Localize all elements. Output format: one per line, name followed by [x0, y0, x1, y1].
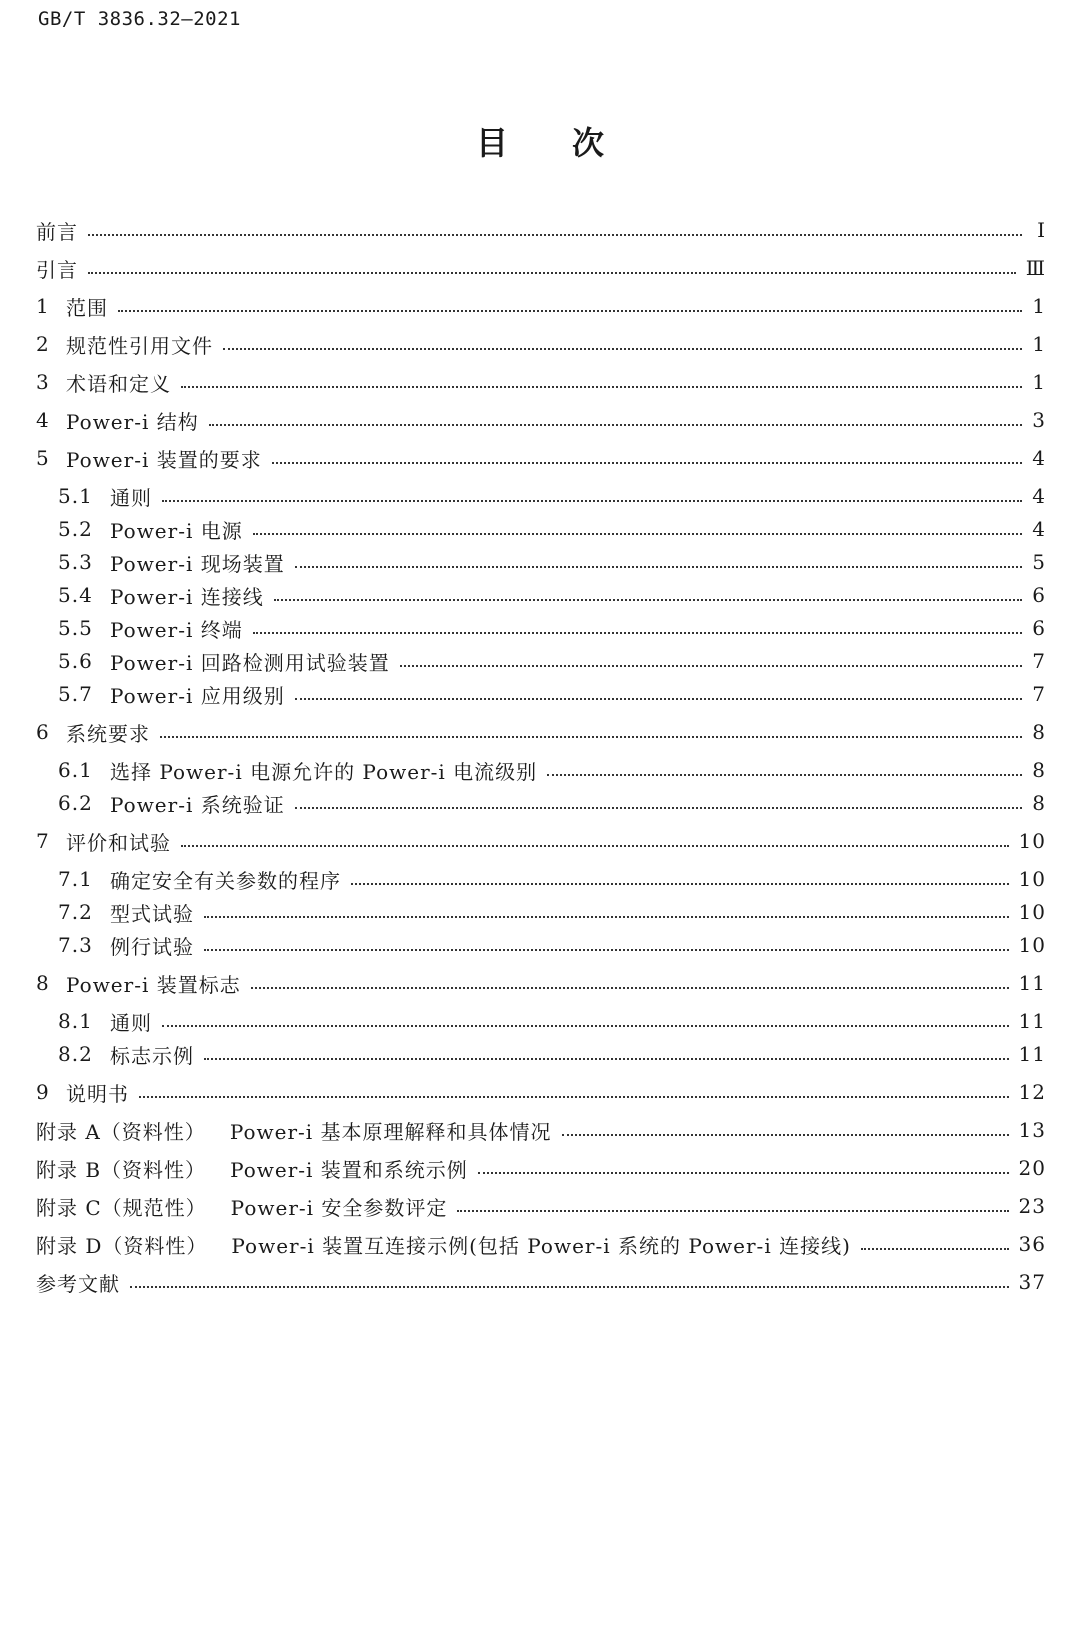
- toc-page: 11: [1018, 971, 1046, 995]
- dot-leader: [251, 987, 1009, 989]
- toc-label: 标志示例: [110, 1043, 194, 1068]
- toc-number: 6.2: [58, 791, 93, 815]
- toc-label: 通则: [110, 485, 152, 510]
- dot-leader: [139, 1096, 1009, 1098]
- toc-entry-5-4[interactable]: [58, 580, 1046, 610]
- dot-leader: [88, 234, 1022, 236]
- toc-number: 5.4: [58, 583, 93, 607]
- toc-page: 12: [1018, 1080, 1046, 1104]
- toc-entry-5-6[interactable]: [58, 646, 1046, 676]
- toc-entry-7-1[interactable]: [58, 864, 1046, 894]
- toc-entry-5-7[interactable]: [58, 679, 1046, 709]
- toc-entry-8-1[interactable]: [58, 1006, 1046, 1036]
- toc-entry-annex-a[interactable]: [36, 1115, 1046, 1145]
- toc-number: 5.7: [58, 682, 93, 706]
- toc-number: 8.1: [58, 1009, 93, 1033]
- dot-leader: [478, 1172, 1009, 1174]
- toc-label: Power-i 电源: [110, 518, 243, 543]
- dot-leader: [88, 272, 1016, 274]
- toc-number: 5.1: [58, 484, 93, 508]
- toc-entry-3[interactable]: [36, 367, 1046, 397]
- toc-page: 6: [1032, 616, 1046, 640]
- toc-number: 5.3: [58, 550, 93, 574]
- toc-entry-8[interactable]: [36, 968, 1046, 998]
- toc-number: 5.5: [58, 616, 93, 640]
- toc-page: 10: [1018, 933, 1046, 957]
- toc-label: Power-i 现场装置: [110, 551, 285, 576]
- toc-number: 5.6: [58, 649, 93, 673]
- toc-page: 10: [1018, 829, 1046, 853]
- toc-label: 评价和试验: [66, 830, 171, 855]
- dot-leader: [181, 845, 1009, 847]
- dot-leader: [130, 1286, 1009, 1288]
- toc-entry-4[interactable]: [36, 405, 1046, 435]
- toc-label: 型式试验: [110, 901, 194, 926]
- toc-page: 36: [1018, 1232, 1046, 1256]
- toc-entry-introduction[interactable]: [36, 253, 1046, 283]
- toc-label: Power-i 装置的要求: [66, 447, 262, 472]
- toc-page: 8: [1032, 758, 1046, 782]
- toc-label: 选择 Power-i 电源允许的 Power-i 电流级别: [110, 759, 538, 784]
- title-part-1: 目: [475, 124, 508, 162]
- toc-number: 1: [36, 294, 50, 318]
- toc-page: 13: [1018, 1118, 1046, 1142]
- toc-page: 1: [1032, 294, 1046, 318]
- toc-page: 23: [1018, 1194, 1046, 1218]
- toc-entry-7-2[interactable]: [58, 897, 1046, 927]
- toc-number: 9: [36, 1080, 50, 1104]
- toc-label: Power-i 连接线: [110, 584, 264, 609]
- toc-number: 7.3: [58, 933, 93, 957]
- toc-number: 7.1: [58, 867, 93, 891]
- toc-page: 8: [1032, 720, 1046, 744]
- dot-leader: [457, 1210, 1008, 1212]
- toc-entry-5-5[interactable]: [58, 613, 1046, 643]
- dot-leader: [118, 310, 1022, 312]
- toc-page: 10: [1018, 867, 1046, 891]
- dot-leader: [223, 348, 1022, 350]
- dot-leader: [204, 949, 1009, 951]
- dot-leader: [295, 698, 1022, 700]
- toc-label: 范围: [66, 295, 108, 320]
- toc-entry-7[interactable]: [36, 826, 1046, 856]
- toc-page: 20: [1018, 1156, 1046, 1180]
- toc-entry-6-1[interactable]: [58, 755, 1046, 785]
- toc-label: 术语和定义: [66, 371, 171, 396]
- dot-leader: [351, 883, 1009, 885]
- title-part-2: 次: [572, 124, 605, 162]
- toc-number: 7: [36, 829, 50, 853]
- page-title: [0, 118, 1080, 164]
- toc-page: 4: [1032, 484, 1046, 508]
- toc-entry-8-2[interactable]: [58, 1039, 1046, 1069]
- dot-leader: [400, 665, 1022, 667]
- toc-number: 6.1: [58, 758, 93, 782]
- toc-label: 通则: [110, 1010, 152, 1035]
- toc-number: 2: [36, 332, 50, 356]
- toc-annex-number: 附录 A（资料性）: [36, 1119, 206, 1144]
- toc-number: 8: [36, 971, 50, 995]
- toc-label: Power-i 回路检测用试验装置: [110, 650, 390, 675]
- dot-leader: [562, 1134, 1009, 1136]
- toc-entry-5-2[interactable]: [58, 514, 1046, 544]
- toc-entry-annex-c[interactable]: [36, 1191, 1046, 1221]
- toc-page: 6: [1032, 583, 1046, 607]
- toc-page: 1: [1032, 370, 1046, 394]
- toc-label: Power-i 基本原理解释和具体情况: [229, 1119, 552, 1144]
- toc-entry-5-1[interactable]: [58, 481, 1046, 511]
- toc-label: 系统要求: [66, 721, 150, 746]
- toc-page: 11: [1018, 1042, 1046, 1066]
- toc-page: 7: [1032, 649, 1046, 673]
- toc-entry-annex-b[interactable]: [36, 1153, 1046, 1183]
- toc-entry-bibliography[interactable]: [36, 1267, 1046, 1297]
- toc-page: 1: [1032, 332, 1046, 356]
- dot-leader: [204, 916, 1009, 918]
- toc-entry-6-2[interactable]: [58, 788, 1046, 818]
- toc-page: 3: [1032, 408, 1046, 432]
- toc-page: 8: [1032, 791, 1046, 815]
- toc-annex-number: 附录 C（规范性）: [36, 1195, 207, 1220]
- dot-leader: [295, 807, 1022, 809]
- dot-leader: [162, 1025, 1009, 1027]
- toc-label: 引言: [36, 257, 78, 282]
- toc-number: 5.2: [58, 517, 93, 541]
- toc-annex-number: 附录 B（资料性）: [36, 1157, 207, 1182]
- toc-label: Power-i 装置标志: [66, 972, 241, 997]
- toc-entry-9[interactable]: [36, 1077, 1046, 1107]
- toc-number: 8.2: [58, 1042, 93, 1066]
- toc-page: 5: [1032, 550, 1046, 574]
- toc-number: 7.2: [58, 900, 93, 924]
- toc-label: Power-i 系统验证: [110, 792, 285, 817]
- toc-label: 前言: [36, 219, 78, 244]
- toc-label: 例行试验: [110, 934, 194, 959]
- toc-page: Ⅲ: [1025, 256, 1046, 280]
- toc-label: Power-i 装置和系统示例: [230, 1157, 468, 1182]
- document-number: GB/T 3836.32—2021: [38, 8, 241, 30]
- toc-entry-2[interactable]: [36, 329, 1046, 359]
- toc-label: Power-i 装置互连接示例(包括 Power-i 系统的 Power-i 连接线): [231, 1233, 851, 1258]
- toc-page: 11: [1018, 1009, 1046, 1033]
- toc-page: 37: [1018, 1270, 1046, 1294]
- dot-leader: [162, 500, 1022, 502]
- dot-leader: [274, 599, 1022, 601]
- dot-leader: [253, 632, 1022, 634]
- dot-leader: [209, 424, 1022, 426]
- dot-leader: [861, 1248, 1009, 1250]
- dot-leader: [160, 736, 1022, 738]
- toc-entry-5[interactable]: [36, 443, 1046, 473]
- toc-label: Power-i 结构: [66, 409, 199, 434]
- dot-leader: [253, 533, 1022, 535]
- toc-page: 4: [1032, 446, 1046, 470]
- toc-label: Power-i 应用级别: [110, 683, 285, 708]
- toc-annex-number: 附录 D（资料性）: [36, 1233, 208, 1258]
- toc-page: Ⅰ: [1037, 218, 1046, 242]
- toc-entry-5-3[interactable]: [58, 547, 1046, 577]
- toc-label: 确定安全有关参数的程序: [110, 868, 341, 893]
- toc-page: 10: [1018, 900, 1046, 924]
- toc-label: Power-i 终端: [110, 617, 243, 642]
- toc-number: 4: [36, 408, 50, 432]
- toc-entry-preface[interactable]: [36, 215, 1046, 245]
- dot-leader: [272, 462, 1022, 464]
- dot-leader: [295, 566, 1022, 568]
- toc-label: Power-i 安全参数评定: [230, 1195, 448, 1220]
- toc-entry-annex-d[interactable]: [36, 1229, 1046, 1259]
- dot-leader: [181, 386, 1022, 388]
- toc-number: 6: [36, 720, 50, 744]
- toc-page: 4: [1032, 517, 1046, 541]
- toc-label: 参考文献: [36, 1271, 120, 1296]
- toc-number: 5: [36, 446, 50, 470]
- toc-label: 说明书: [66, 1081, 129, 1106]
- dot-leader: [547, 774, 1022, 776]
- dot-leader: [204, 1058, 1009, 1060]
- toc-number: 3: [36, 370, 50, 394]
- toc-page: 7: [1032, 682, 1046, 706]
- toc-entry-7-3[interactable]: [58, 930, 1046, 960]
- toc-label: 规范性引用文件: [66, 333, 213, 358]
- toc-entry-6[interactable]: [36, 717, 1046, 747]
- toc-entry-1[interactable]: [36, 291, 1046, 321]
